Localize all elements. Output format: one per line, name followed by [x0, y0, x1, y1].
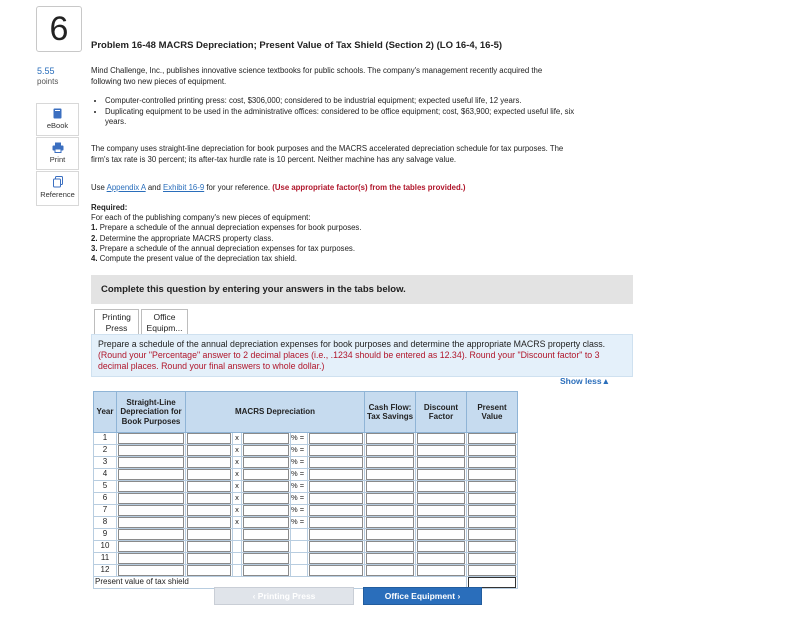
pv-input[interactable] [468, 445, 516, 456]
sl-input[interactable] [118, 565, 184, 576]
sl-cell [117, 433, 186, 445]
times-symbol: x [233, 481, 242, 493]
pv-cell [467, 469, 518, 481]
macrs-amount-input[interactable] [309, 481, 363, 492]
print-label: Print [49, 155, 66, 164]
pv-cell [467, 445, 518, 457]
percent-equals: % = [291, 481, 308, 493]
discount-input[interactable] [417, 529, 465, 540]
discount-input[interactable] [417, 481, 465, 492]
macrs-base-cell [186, 505, 233, 517]
discount-cell [416, 493, 467, 505]
macrs-amount-input[interactable] [309, 529, 363, 540]
cash-flow-input[interactable] [366, 433, 414, 444]
sl-input[interactable] [118, 493, 184, 504]
chevron-left-icon: ‹ [252, 591, 256, 601]
prev-tab-button[interactable]: ‹ Printing Press [214, 587, 354, 605]
pv-input[interactable] [468, 541, 516, 552]
col-macrs: MACRS Depreciation [186, 392, 365, 433]
macrs-base-cell [186, 493, 233, 505]
macrs-rate-input[interactable] [243, 457, 289, 468]
table-row [94, 481, 518, 493]
macrs-base-cell [186, 553, 233, 565]
percent-equals: % = [291, 493, 308, 505]
cash-flow-cell [365, 541, 416, 553]
macrs-rate-input[interactable] [243, 493, 289, 504]
macrs-base-cell [186, 529, 233, 541]
macrs-amount-cell [308, 553, 365, 565]
times-symbol: x [233, 457, 242, 469]
pv-cell [467, 457, 518, 469]
macrs-base-cell [186, 457, 233, 469]
macrs-rate-cell [242, 493, 291, 505]
macrs-rate-input[interactable] [243, 481, 289, 492]
macrs-rate-input[interactable] [243, 433, 289, 444]
depreciation-table [93, 391, 518, 589]
year-cell: 7 [94, 505, 117, 517]
ref-for-text: for your reference. [206, 183, 271, 192]
percent-equals: % = [291, 505, 308, 517]
year-cell: 3 [94, 457, 117, 469]
cash-flow-cell [365, 493, 416, 505]
tab-printing-press[interactable]: Printing Press [94, 309, 139, 335]
discount-cell [416, 469, 467, 481]
discount-cell [416, 529, 467, 541]
cash-flow-cell [365, 529, 416, 541]
times-symbol: x [233, 505, 242, 517]
cash-flow-input[interactable] [366, 481, 414, 492]
exhibit-16-9-link[interactable]: Exhibit 16-9 [163, 183, 205, 192]
pv-cell [467, 565, 518, 577]
equipment-list [91, 96, 575, 128]
macrs-amount-input[interactable] [309, 517, 363, 528]
sl-cell [117, 517, 186, 529]
macrs-amount-cell [308, 541, 365, 553]
macrs-rate-cell [242, 457, 291, 469]
points-value: 5.55 [37, 66, 55, 76]
discount-cell [416, 553, 467, 565]
macrs-amount-input[interactable] [309, 469, 363, 480]
pv-input[interactable] [468, 553, 516, 564]
year-cell: 12 [94, 565, 117, 577]
sl-cell [117, 457, 186, 469]
macrs-base-cell [186, 481, 233, 493]
pv-input[interactable] [468, 493, 516, 504]
col-cash-flow: Cash Flow: Tax Savings [365, 392, 416, 433]
table-row [94, 505, 518, 517]
cash-flow-cell [365, 481, 416, 493]
cash-flow-input[interactable] [366, 541, 414, 552]
table-row [94, 457, 518, 469]
macrs-amount-input[interactable] [309, 433, 363, 444]
table-row [94, 565, 518, 577]
macrs-rate-input[interactable] [243, 553, 289, 564]
cash-flow-cell [365, 517, 416, 529]
cash-flow-input[interactable] [366, 469, 414, 480]
macrs-base-input[interactable] [187, 505, 231, 516]
cash-flow-cell [365, 457, 416, 469]
ebook-button[interactable] [36, 103, 79, 136]
reference-label: Reference [40, 190, 75, 199]
pv-input[interactable] [468, 457, 516, 468]
macrs-rate-cell [242, 505, 291, 517]
sl-input[interactable] [118, 505, 184, 516]
percent-equals: % = [291, 469, 308, 481]
year-cell: 2 [94, 445, 117, 457]
macrs-rate-input[interactable] [243, 469, 289, 480]
table-row [94, 469, 518, 481]
print-button[interactable] [36, 137, 79, 170]
macrs-base-input[interactable] [187, 433, 231, 444]
discount-input[interactable] [417, 433, 465, 444]
discount-input[interactable] [417, 505, 465, 516]
cash-flow-cell [365, 553, 416, 565]
macrs-rate-input[interactable] [243, 517, 289, 528]
sl-input[interactable] [118, 433, 184, 444]
instructions-panel [91, 334, 633, 377]
pv-input[interactable] [468, 481, 516, 492]
macrs-amount-cell [308, 433, 365, 445]
list-item: • Computer-controlled printing press: cost, $306,000; considered to be industrial equipment; expected useful life, 12 years. [105, 96, 575, 106]
required-intro: For each of the publishing company's new pieces of equipment: [91, 213, 311, 223]
pv-cell [467, 433, 518, 445]
sl-cell [117, 553, 186, 565]
ref-and-text: and [147, 183, 161, 192]
printer-icon [52, 142, 64, 153]
cash-flow-input[interactable] [366, 565, 414, 576]
year-cell: 5 [94, 481, 117, 493]
chevron-right-icon: › [457, 591, 461, 601]
macrs-base-input[interactable] [187, 457, 231, 468]
macrs-base-input[interactable] [187, 529, 231, 540]
macrs-rate-cell [242, 517, 291, 529]
cash-flow-cell [365, 433, 416, 445]
macrs-amount-cell [308, 529, 365, 541]
discount-input[interactable] [417, 565, 465, 576]
pv-input[interactable] [468, 517, 516, 528]
macrs-rate-input[interactable] [243, 565, 289, 576]
macrs-amount-cell [308, 445, 365, 457]
cash-flow-input[interactable] [366, 553, 414, 564]
required-item: 3. Prepare a schedule of the annual depreciation expenses for tax purposes. [91, 243, 355, 253]
sl-input[interactable] [118, 481, 184, 492]
pv-input[interactable] [468, 469, 516, 480]
times-symbol: x [233, 469, 242, 481]
cash-flow-input[interactable] [366, 457, 414, 468]
table-row [94, 517, 518, 529]
sl-input[interactable] [118, 529, 184, 540]
year-cell: 9 [94, 529, 117, 541]
reference-line [91, 183, 466, 192]
col-straight-line: Straight-Line Depreciation for Book Purposes [117, 392, 186, 433]
appendix-a-link[interactable]: Appendix A [106, 183, 146, 192]
discount-cell [416, 541, 467, 553]
method-text: The company uses straight-line depreciation for book purposes and the MACRS accelerated depreciation schedule for tax purposes. The firm's tax rate is 30 percent; its after-tax hurdle rate is 10 percent. Neither machine has any salvage value. [91, 144, 564, 164]
year-cell: 11 [94, 553, 117, 565]
table-row [94, 529, 518, 541]
ref-instruction: (Use appropriate factor(s) from the tables provided.) [272, 183, 466, 192]
sl-cell [117, 529, 186, 541]
discount-cell [416, 445, 467, 457]
pv-cell [467, 517, 518, 529]
pv-cell [467, 553, 518, 565]
discount-cell [416, 481, 467, 493]
triangle-up-icon: ▲ [601, 376, 610, 386]
macrs-amount-cell [308, 517, 365, 529]
sl-cell [117, 565, 186, 577]
macrs-base-input[interactable] [187, 541, 231, 552]
discount-input[interactable] [417, 469, 465, 480]
pv-input[interactable] [468, 565, 516, 576]
discount-input[interactable] [417, 445, 465, 456]
reference-icon [52, 176, 64, 188]
macrs-base-input[interactable] [187, 493, 231, 504]
macrs-base-input[interactable] [187, 565, 231, 576]
macrs-rate-cell [242, 445, 291, 457]
next-tab-button[interactable]: Office Equipment › [363, 587, 482, 605]
cash-flow-input[interactable] [366, 445, 414, 456]
times-symbol: x [233, 517, 242, 529]
macrs-rate-cell [242, 433, 291, 445]
cash-flow-cell [365, 505, 416, 517]
required-item: 2. Determine the appropriate MACRS property class. [91, 233, 274, 243]
list-item: • Duplicating equipment to be used in the administrative offices: considered to be office equipment; cost, $63,900; expected useful life, six years. [105, 107, 575, 127]
pv-cell [467, 505, 518, 517]
macrs-amount-input[interactable] [309, 541, 363, 552]
discount-cell [416, 565, 467, 577]
discount-input[interactable] [417, 493, 465, 504]
intro-text: Mind Challenge, Inc., publishes innovative science textbooks for public schools. The company's management recently acquired the following two new pieces of equipment. [91, 66, 543, 86]
cash-flow-input[interactable] [366, 529, 414, 540]
macrs-amount-input[interactable] [309, 553, 363, 564]
macrs-rate-input[interactable] [243, 505, 289, 516]
macrs-base-cell [186, 445, 233, 457]
macrs-amount-input[interactable] [309, 493, 363, 504]
discount-input[interactable] [417, 541, 465, 552]
pv-cell [467, 541, 518, 553]
table-row [94, 433, 518, 445]
sl-input[interactable] [118, 541, 184, 552]
macrs-base-input[interactable] [187, 517, 231, 528]
cash-flow-cell [365, 445, 416, 457]
sl-input[interactable] [118, 457, 184, 468]
times-symbol: x [233, 433, 242, 445]
tab-office-equipment[interactable]: Office Equipm... [141, 309, 188, 335]
show-less-toggle[interactable]: Show less▲ [560, 376, 610, 386]
discount-cell [416, 505, 467, 517]
cash-flow-cell [365, 565, 416, 577]
macrs-base-cell [186, 517, 233, 529]
macrs-base-cell [186, 469, 233, 481]
pv-total-label: Present value of tax shield [94, 577, 467, 589]
year-cell: 1 [94, 433, 117, 445]
macrs-amount-input[interactable] [309, 565, 363, 576]
col-present-value: Present Value [467, 392, 518, 433]
sl-cell [117, 481, 186, 493]
pv-input[interactable] [468, 433, 516, 444]
macrs-base-cell [186, 565, 233, 577]
discount-cell [416, 517, 467, 529]
discount-cell [416, 433, 467, 445]
sl-cell [117, 541, 186, 553]
percent-equals: % = [291, 445, 308, 457]
sl-input[interactable] [118, 445, 184, 456]
sl-input[interactable] [118, 517, 184, 528]
required-heading: Required: [91, 203, 128, 212]
ref-use-text: Use [91, 183, 105, 192]
discount-input[interactable] [417, 553, 465, 564]
pv-input[interactable] [468, 505, 516, 516]
pv-cell [467, 529, 518, 541]
required-item: 4. Compute the present value of the depreciation tax shield. [91, 254, 297, 264]
sl-cell [117, 505, 186, 517]
discount-input[interactable] [417, 457, 465, 468]
instructions-rounding: (Round your "Percentage" answer to 2 decimal places (i.e., .1234 should be entered as 12.34). Round your "Discount factor" to 3 decimal places. Round your final answers to whole dollar.) [98, 350, 600, 371]
instructions-main: Prepare a schedule of the annual depreciation expenses for book purposes and determine the appropriate MACRS property class. [98, 339, 606, 349]
macrs-base-cell [186, 433, 233, 445]
macrs-amount-cell [308, 493, 365, 505]
macrs-amount-cell [308, 565, 365, 577]
percent-equals: % = [291, 517, 308, 529]
macrs-base-input[interactable] [187, 445, 231, 456]
points-label: points [37, 77, 59, 86]
year-cell: 10 [94, 541, 117, 553]
pv-input[interactable] [468, 529, 516, 540]
macrs-amount-cell [308, 457, 365, 469]
cash-flow-input[interactable] [366, 517, 414, 528]
times-symbol: x [233, 445, 242, 457]
percent-equals: % = [291, 433, 308, 445]
year-cell: 8 [94, 517, 117, 529]
discount-input[interactable] [417, 517, 465, 528]
macrs-rate-cell [242, 469, 291, 481]
required-section [91, 203, 571, 264]
macrs-amount-cell [308, 481, 365, 493]
sl-cell [117, 469, 186, 481]
macrs-rate-input[interactable] [243, 445, 289, 456]
percent-equals: % = [291, 457, 308, 469]
macrs-amount-input[interactable] [309, 457, 363, 468]
cash-flow-cell [365, 469, 416, 481]
reference-button[interactable] [36, 171, 79, 206]
times-symbol: x [233, 493, 242, 505]
macrs-base-cell [186, 541, 233, 553]
table-row [94, 493, 518, 505]
col-year: Year [94, 392, 117, 433]
cash-flow-input[interactable] [366, 505, 414, 516]
required-item: 1. Prepare a schedule of the annual depreciation expenses for book purposes. [91, 223, 362, 233]
table-row [94, 553, 518, 565]
macrs-amount-input[interactable] [309, 445, 363, 456]
sl-input[interactable] [118, 553, 184, 564]
pv-cell [467, 481, 518, 493]
sl-input[interactable] [118, 469, 184, 480]
discount-cell [416, 457, 467, 469]
macrs-base-input[interactable] [187, 469, 231, 480]
book-icon [52, 108, 63, 119]
macrs-base-input[interactable] [187, 553, 231, 564]
macrs-amount-cell [308, 469, 365, 481]
table-row [94, 445, 518, 457]
macrs-rate-input[interactable] [243, 541, 289, 552]
sl-cell [117, 445, 186, 457]
macrs-rate-cell [242, 481, 291, 493]
table-row [94, 541, 518, 553]
year-cell: 6 [94, 493, 117, 505]
sl-cell [117, 493, 186, 505]
macrs-base-input[interactable] [187, 481, 231, 492]
macrs-amount-cell [308, 505, 365, 517]
macrs-rate-input[interactable] [243, 529, 289, 540]
year-cell: 4 [94, 469, 117, 481]
pv-cell [467, 493, 518, 505]
ebook-label: eBook [46, 121, 69, 130]
macrs-amount-input[interactable] [309, 505, 363, 516]
complete-banner: Complete this question by entering your answers in the tabs below. [91, 275, 633, 304]
problem-title: Problem 16-48 MACRS Depreciation; Present Value of Tax Shield (Section 2) (LO 16-4, 16-5) [91, 40, 503, 51]
cash-flow-input[interactable] [366, 493, 414, 504]
question-number: 6 [36, 6, 82, 52]
col-discount: Discount Factor [416, 392, 467, 433]
